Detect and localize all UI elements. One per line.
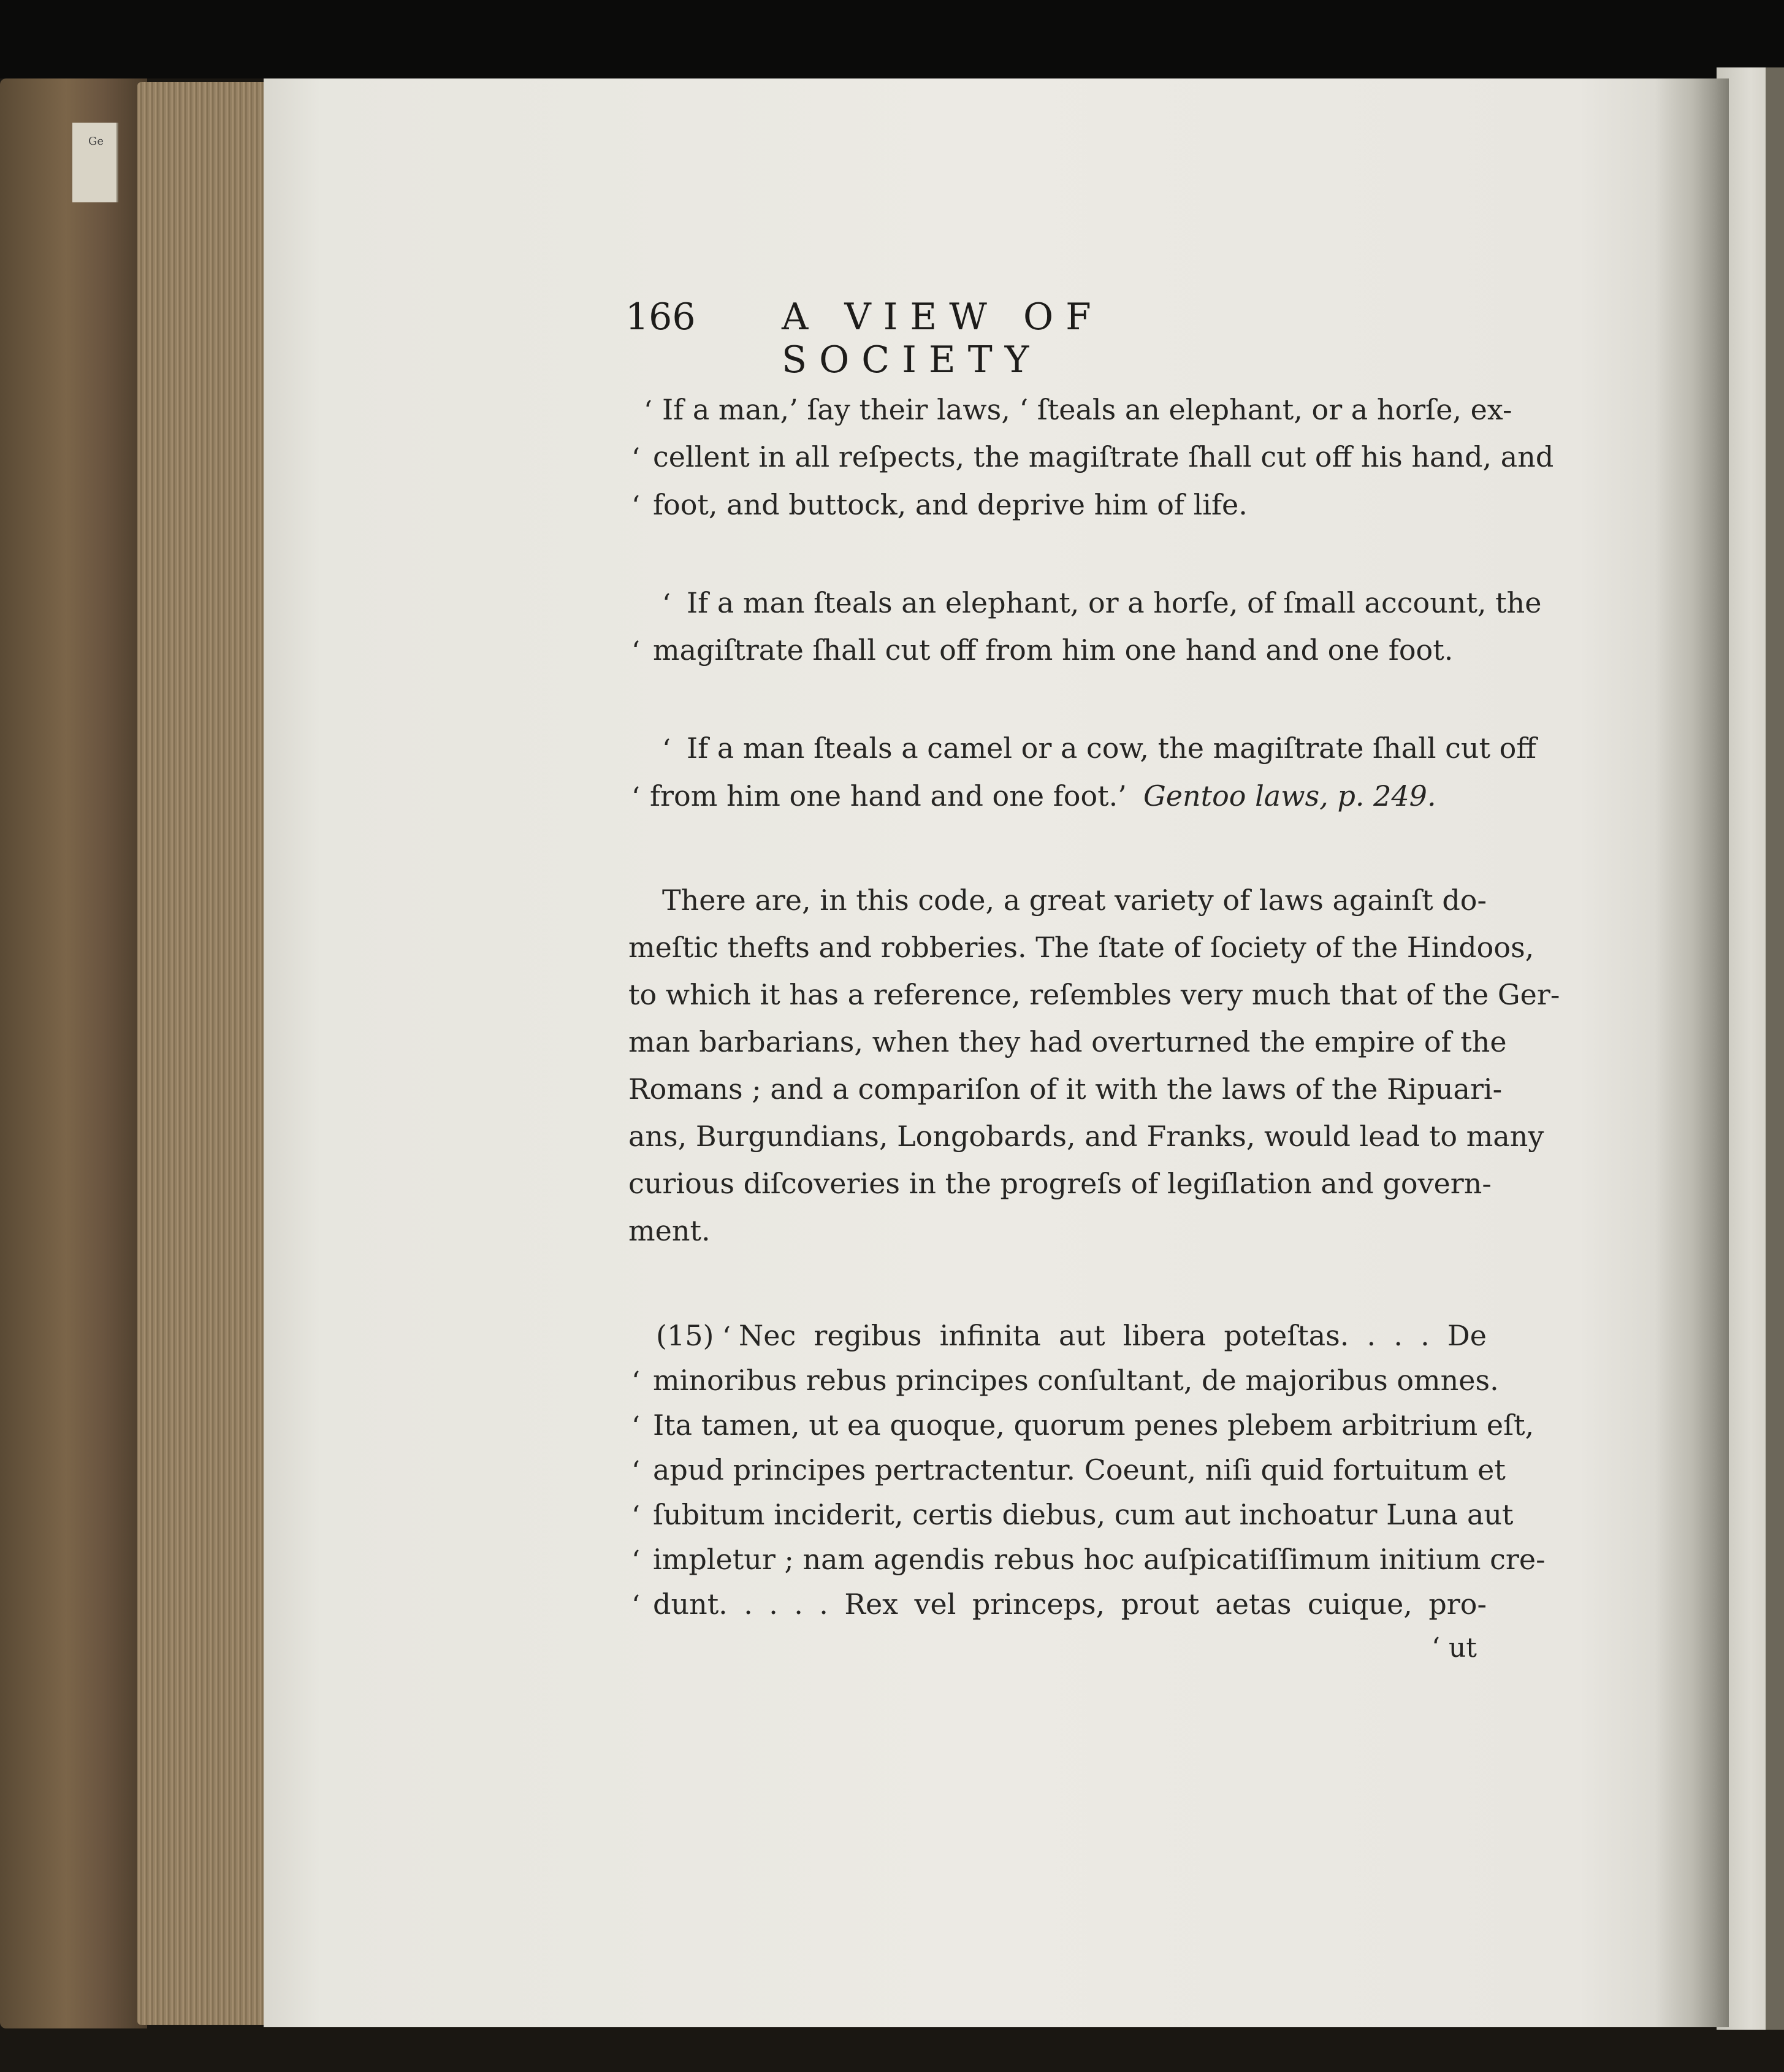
quote-mark: ‘ <box>631 1545 640 1577</box>
paragraph-line: There are, in this code, a great variety of laws againſt do- <box>662 884 1487 917</box>
quote-mark: ‘ <box>662 734 671 765</box>
quote-mark: ‘ <box>631 1500 640 1532</box>
note-line: Ita tamen, ut ea quoque, quorum penes plebem arbitrium eſt, <box>653 1409 1534 1442</box>
citation: Gentoo laws, p. 249. <box>1143 779 1436 812</box>
quote-mark: ‘ <box>631 1411 640 1442</box>
spine-label <box>72 123 118 202</box>
running-head: A VIEW OF SOCIETY <box>782 296 1104 381</box>
quote-line: If a man ſteals an elephant, or a horſe, of ſmall account, the <box>687 586 1542 619</box>
quote-mark: ‘ <box>631 1456 640 1487</box>
page-block-edge <box>137 82 266 2025</box>
note-line: ſubitum inciderit, certis diebus, cum aut inchoatur Luna aut <box>653 1498 1514 1531</box>
note-line: dunt. . . . . Rex vel princeps, prout aetas cuique, pro- <box>653 1588 1487 1621</box>
note-line: Nec regibus infinita aut libera poteſtas. . . . De <box>739 1319 1487 1352</box>
paragraph-line: Romans ; and a compariſon of it with the laws of the Ripuari- <box>628 1072 1503 1106</box>
paragraph-line: ment. <box>628 1214 711 1247</box>
page-gutter <box>1655 78 1729 2027</box>
quote-line: from him one hand and one foot.’ <box>650 779 1127 812</box>
quote-mark: ‘ <box>631 443 640 474</box>
quote-line: cellent in all reſpects, the magiſtrate ſhall cut off his hand, and <box>653 440 1554 473</box>
note-line: apud principes pertractentur. Coeunt, niſi quid fortuitum et <box>653 1453 1506 1486</box>
page-header <box>625 296 1367 381</box>
paragraph-line: curious diſcoveries in the progreſs of legiſlation and govern- <box>628 1167 1492 1200</box>
book-cover-left <box>0 78 147 2028</box>
quote-mark: ‘ <box>722 1321 731 1353</box>
catchword: ‘ ut <box>1431 1632 1477 1664</box>
spine-label-text: Ge <box>88 135 104 148</box>
note-line: minoribus rebus principes conſultant, de majoribus omnes. <box>653 1364 1499 1397</box>
paragraph-line: to which it has a reference, reſembles very much that of the Ger- <box>628 978 1560 1011</box>
paragraph-line: ans, Burgundians, Longobards, and Franks, would lead to many <box>628 1120 1544 1153</box>
paragraph-line: meſtic thefts and robberies. The ſtate of ſociety of the Hindoos, <box>628 931 1534 964</box>
quote-mark: ‘ <box>631 1366 640 1397</box>
note-marker: (15) <box>656 1319 714 1352</box>
quote-line: foot, and buttock, and deprive him of life. <box>653 488 1248 521</box>
quote-mark: ‘ <box>644 396 652 427</box>
quote-mark: ‘ <box>631 782 640 813</box>
quote-mark: ‘ <box>662 589 671 620</box>
quote-mark: ‘ <box>631 491 640 522</box>
quote-line: magiſtrate ſhall cut off from him one hand and one foot. <box>653 633 1454 667</box>
quote-mark: ‘ <box>631 636 640 667</box>
quote-mark: ‘ <box>631 1590 640 1621</box>
page-number: 166 <box>625 296 696 338</box>
note-line: impletur ; nam agendis rebus hoc auſpicatiſſimum initium cre- <box>653 1543 1546 1576</box>
quote-line: If a man,’ ſay their laws, ‘ ſteals an elephant, or a horſe, ex- <box>662 393 1512 426</box>
facing-page-edge <box>1766 67 1784 2030</box>
paragraph-line: man barbarians, when they had overturned the empire of the <box>628 1025 1507 1058</box>
quote-line: If a man ſteals a camel or a cow, the magiſtrate ſhall cut off <box>687 732 1537 765</box>
